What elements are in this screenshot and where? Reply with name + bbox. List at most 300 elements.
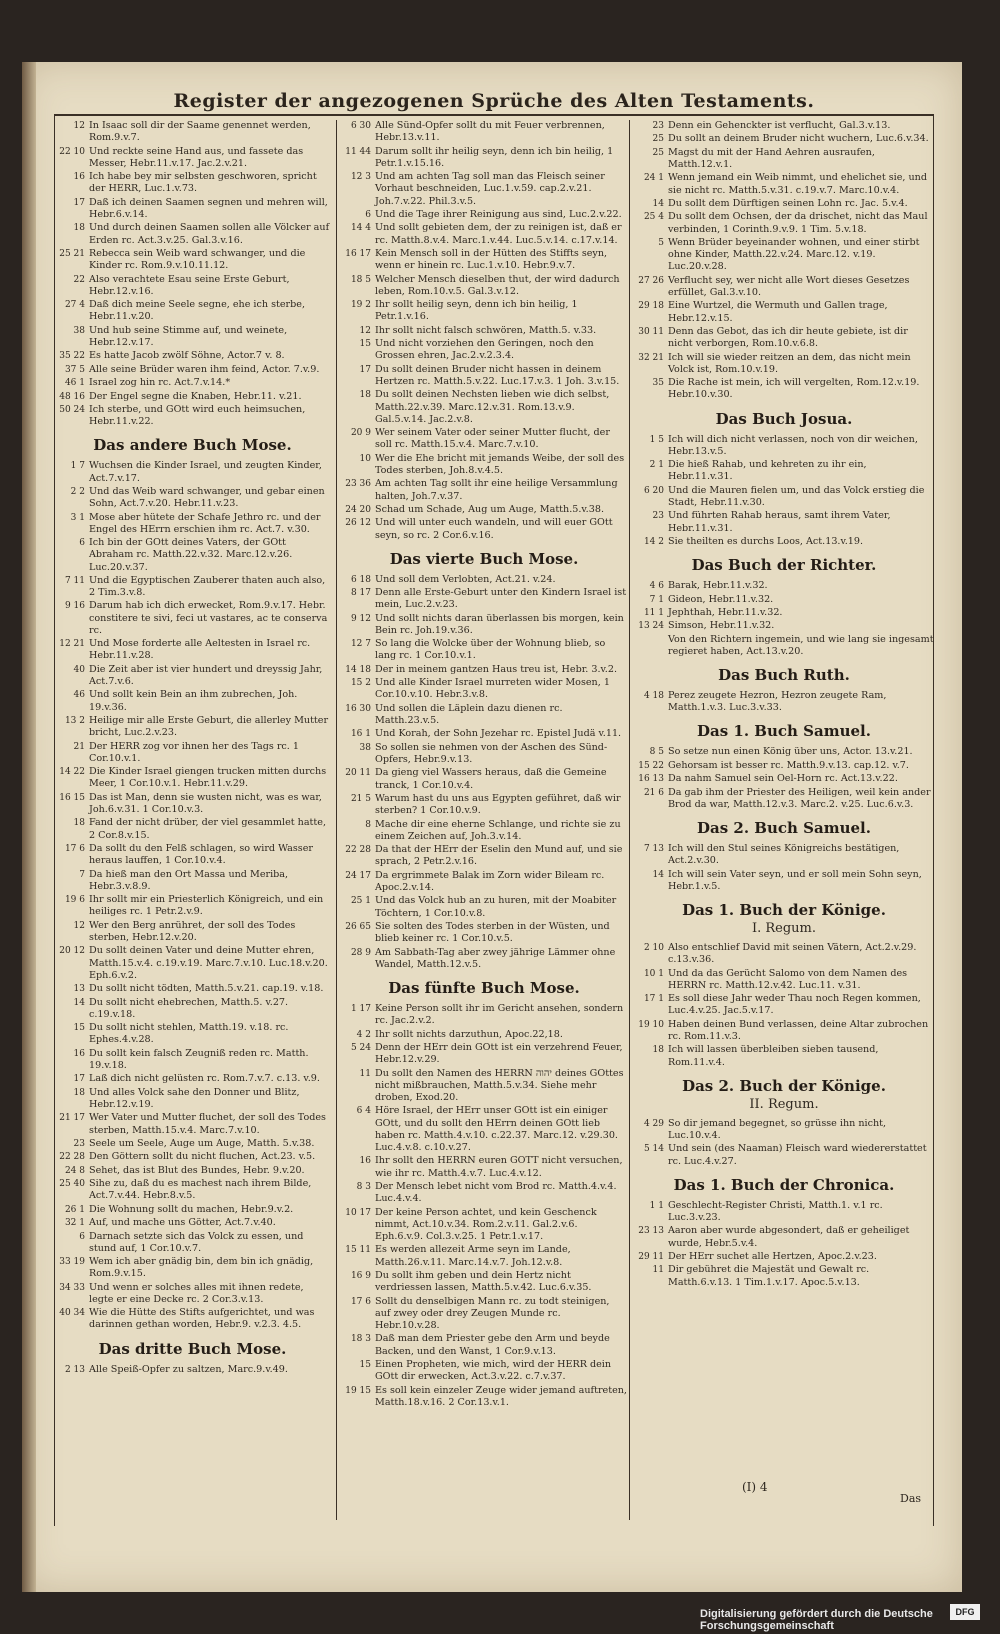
verse-text: Wer Vater und Mutter fluchet, der soll des Todes sterben, Matth.15.v.4. Marc.7.v.10. (89, 1112, 326, 1136)
verse-text: Sie solten des Todes sterben in der Wüsten, und blieb keiner rc. 1 Cor.10.v.5. (375, 921, 610, 945)
verse-text: Der HERR zog vor ihnen her des Tags rc. 1 Cor.10.v.1. (89, 740, 299, 764)
verse-number: 4 29 (643, 1118, 664, 1129)
verse-number: 3 1 (70, 512, 85, 523)
verse-number: 23 36 (345, 479, 371, 490)
verse-text: Und sein (des Naaman) Fleisch ward wiedererstattet rc. Luc.4.v.27. (668, 1143, 927, 1167)
verse-text: Und führten Rahab heraus, samt ihrem Vater, Hebr.11.v.31. (668, 510, 891, 534)
verse-number: 15 11 (345, 1245, 371, 1256)
verse-text: Und durch deinen Saamen sollen alle Völcker auf Erden rc. Act.3.v.25. Gal.3.v.16. (89, 222, 330, 246)
verse-text: Da sollt du den Felß schlagen, so wird Wasser heraus lauffen, 1 Cor.10.v.4. (89, 843, 313, 867)
verse-number: 30 11 (638, 326, 664, 337)
register-entry (634, 787, 934, 811)
register-frame (54, 90, 934, 1526)
dfg-logo: DFG (950, 1604, 980, 1620)
column-left (55, 120, 330, 1520)
register-entry (55, 197, 330, 221)
section-heading: Das 1. Buch der Chronica. (673, 1175, 895, 1194)
verse-number: 8 5 (649, 747, 664, 758)
register-entry (341, 171, 627, 208)
verse-number: 35 22 (59, 351, 85, 362)
verse-number: 19 2 (350, 300, 371, 311)
register-entry (55, 638, 330, 662)
register-entry (341, 870, 627, 894)
verse-number: 25 (652, 134, 664, 145)
register-entry (634, 1251, 934, 1263)
register-entry (55, 945, 330, 982)
verse-text: Und die Tage ihrer Reinigung aus sind, Luc.2.v.22. (375, 208, 622, 220)
verse-number: 32 21 (638, 352, 664, 363)
verse-text: Wer die Ehe bricht mit jemands Weibe, der soll des Todes sterben, Joh.8.v.4.5. (375, 452, 625, 476)
verse-number: 23 (73, 1138, 85, 1149)
register-entry (55, 146, 330, 170)
verse-text: Das ist Man, denn sie wusten nicht, was es war, Joh.6.v.31. 1 Cor.10.v.3. (89, 791, 322, 816)
verse-text: Verflucht sey, wer nicht alle Wort dieses Gesetzes erfüllet, Gal.3.v.10. (668, 274, 910, 298)
verse-number: 18 3 (350, 1334, 371, 1345)
verse-number: 6 (365, 209, 371, 220)
verse-text: Wuchsen die Kinder Israel, und zeugten Kinder, Act.7.v.17. (89, 460, 322, 484)
register-entry (55, 766, 330, 790)
register-entry (55, 1151, 330, 1163)
verse-text: Du sollt nicht tödten, Matth.5.v.21. cap.19. v.18. (89, 983, 324, 995)
verse-text: Wenn Brüder beyeinander wohnen, und einer stirbt ohne Kinder, Matth.22.v.24. Marc.12. v.19. Luc.20.v.28. (668, 236, 920, 273)
register-entry (634, 869, 934, 893)
verse-number: 25 (652, 147, 664, 158)
verse-text: Laß dich nicht gelüsten rc. Rom.7.v.7. c.13. v.9. (89, 1073, 320, 1085)
verse-text: Wie die Hütte des Stifts aufgerichtet, und was darinnen gethan worden, Hebr.9. v.2.3. 4.5. (89, 1307, 315, 1331)
register-entry (341, 1333, 627, 1357)
verse-text: Du sollt kein falsch Zeugniß reden rc. Matth. 19.v.18. (89, 1047, 309, 1071)
register-entry (55, 1073, 330, 1085)
register-entry (634, 1044, 934, 1068)
register-entry (634, 594, 934, 606)
verse-number: 14 4 (350, 223, 371, 234)
verse-text: Jephthah, Hebr.11.v.32. (668, 606, 783, 618)
register-entry (341, 1244, 627, 1268)
verse-number: 1 7 (70, 461, 85, 472)
register-entry (341, 664, 627, 676)
verse-number: 17 6 (64, 844, 85, 855)
verse-text: So setze nun einen König über uns, Actor. 13.v.21. (668, 746, 913, 758)
verse-number: 10 (359, 453, 371, 464)
verse-text: Denn der HErr dein GOtt ist ein verzehrend Feuer, Hebr.12.v.29. (375, 1041, 623, 1066)
verse-number: 20 12 (59, 946, 85, 957)
verse-text: Der Engel segne die Knaben, Hebr.11. v.21. (89, 390, 302, 402)
verse-number: 7 11 (64, 575, 85, 586)
register-entry (341, 389, 627, 426)
verse-text: Da nahm Samuel sein Oel-Horn rc. Act.13.v.22. (668, 773, 898, 785)
verse-number: 16 17 (345, 248, 371, 259)
register-entry (341, 638, 627, 662)
verse-number: 17 (73, 1074, 85, 1085)
register-entry (634, 377, 934, 401)
verse-text: Gehorsam ist besser rc. Matth.9.v.13. cap.12. v.7. (668, 759, 909, 771)
register-entry (55, 1231, 330, 1255)
verse-number: 5 14 (643, 1144, 664, 1155)
register-entry (634, 760, 934, 772)
register-entry (55, 1165, 330, 1177)
verse-number: 23 (652, 121, 664, 131)
register-entry (341, 767, 627, 791)
register-entry (55, 600, 330, 637)
verse-number: 21 (73, 741, 85, 752)
verse-text: Und das Weib ward schwanger, und gebar einen Sohn, Act.7.v.20. Hebr.11.v.23. (89, 485, 325, 510)
verse-text: Ich bin der GOtt deines Vaters, der GOtt Abraham rc. Matth.22.v.32. Marc.12.v.26. Luc.20.v.37. (89, 537, 293, 573)
register-entry (634, 434, 934, 458)
verse-number: 27 4 (64, 300, 85, 311)
verse-number: 25 4 (643, 212, 664, 223)
verse-text: Ich sterbe, und GOtt wird euch heimsuchen, Hebr.11.v.22. (89, 403, 306, 428)
verse-number: 18 5 (350, 274, 371, 285)
verse-number: 6 18 (350, 574, 371, 585)
verse-text: Die Rache ist mein, ich will vergelten, Rom.12.v.19. Hebr.10.v.30. (668, 377, 920, 401)
verse-number: 15 (73, 1023, 85, 1034)
verse-number: 22 28 (345, 845, 371, 856)
register-entry (55, 248, 330, 272)
register-entry (634, 459, 934, 483)
verse-text: Und Mose forderte alle Aeltesten in Israel rc. Hebr.11.v.28. (89, 638, 311, 662)
verse-number: 12 21 (59, 639, 85, 650)
verse-text: Haben deinen Bund verlassen, deine Altar zubrochen rc. Rom.11.v.3. (668, 1018, 929, 1043)
verse-text: Eine Wurtzel, die Wermuth und Gallen trage, Hebr.12.v.15. (668, 300, 888, 324)
register-entry (55, 1022, 330, 1046)
verse-text: Ich will lassen überbleiben sieben tausend, Rom.11.v.4. (668, 1044, 879, 1068)
verse-number: 46 1 (64, 378, 85, 389)
verse-text: Es soll diese Jahr weder Thau noch Regen kommen, Luc.4.v.25. Jac.5.v.17. (668, 993, 921, 1017)
verse-number: 4 18 (643, 691, 664, 702)
verse-text: So sollen sie nehmen von der Aschen des Sünd-Opfers, Hebr.9.v.13. (375, 741, 608, 766)
verse-number: 15 (359, 1359, 371, 1370)
verse-text: Der Mensch lebet nicht vom Brod rc. Matth.4.v.4. Luc.4.v.4. (375, 1180, 617, 1205)
verse-number: 26 65 (345, 922, 371, 932)
verse-number: 18 (652, 1045, 664, 1056)
verse-number: 13 24 (638, 621, 664, 632)
verse-text: Du sollt deinen Nechsten lieben wie dich selbst, Matth.22.v.39. Marc.12.v.31. Rom.13.v.9. Gal.5.v.14. Jac.2.v.8. (375, 389, 610, 425)
register-entry (55, 120, 330, 144)
register-entry (341, 146, 627, 170)
register-entry (341, 209, 627, 221)
section-heading: Das dritte Buch Mose. (98, 1339, 287, 1358)
verse-text: Und alles Volck sahe den Donner und Blitz, Hebr.12.v.19. (89, 1086, 300, 1110)
register-entry (341, 587, 627, 611)
register-entry (634, 147, 934, 171)
verse-number: 11 (359, 1068, 371, 1079)
verse-number: 7 1 (649, 594, 664, 605)
verse-number: 22 10 (59, 146, 85, 157)
verse-text: Du sollt deinen Bruder nicht hassen in deinem Hertzen rc. Matth.5.v.22. Luc.17.v.3. 1 Joh. 3.v.15. (375, 363, 620, 387)
verse-number: 11 44 (345, 146, 371, 157)
verse-number: 8 17 (350, 588, 371, 599)
verse-number: 13 2 (64, 716, 85, 727)
verse-text: Sehet, das ist Blut des Bundes, Hebr. 9.v.20. (89, 1164, 305, 1176)
register-entry (55, 689, 330, 713)
section-heading: Das fünfte Buch Mose. (388, 979, 580, 997)
register-entry (341, 1003, 627, 1027)
register-entry (55, 325, 330, 349)
verse-number: 6 30 (350, 121, 371, 131)
verse-number: 16 13 (638, 774, 664, 785)
verse-number: 17 6 (350, 1296, 371, 1307)
page-gutter (22, 62, 36, 1592)
verse-text: Sihe zu, daß du es machest nach ihrem Bilde, Act.7.v.44. Hebr.8.v.5. (89, 1178, 312, 1202)
verse-number: 2 2 (70, 486, 85, 497)
register-entry (55, 1282, 330, 1306)
register-entry (341, 325, 627, 337)
verse-text: Schad um Schade, Aug um Auge, Matth.5.v.38. (375, 503, 604, 515)
register-entry (634, 172, 934, 196)
verse-text: Ihr sollt heilig seyn, denn ich bin heilig, 1 Petr.1.v.16. (375, 299, 578, 323)
verse-text: Kein Mensch soll in der Hütten des Stiffts seyn, wenn er hinein rc. Luc.1.v.10. Hebr.9.v.7. (375, 247, 608, 272)
verse-text: Der keine Person achtet, und kein Geschenck nimmt, Act.10.v.34. Rom.2.v.11. Gal.2.v.6. Eph.6.v.9. Col.3.v.25. 1 Petr.1.v.17. (375, 1206, 597, 1242)
register-entry (55, 1087, 330, 1111)
register-entry (634, 942, 934, 966)
register-entry (634, 275, 934, 299)
verse-number: 18 (359, 390, 371, 401)
verse-text: Und will unter euch wandeln, und will euer GOtt seyn, so rc. 2 Cor.6.v.16. (375, 517, 613, 541)
verse-text: Ihr sollt nichts darzuthun, Apoc.22,18. (375, 1028, 563, 1040)
register-entry (55, 1217, 330, 1229)
verse-number: 24 1 (643, 173, 664, 184)
verse-number: 20 11 (345, 768, 371, 779)
verse-number: 22 (73, 274, 85, 285)
page-title: Register der angezogenen Sprüche des Alten Testaments. (173, 90, 815, 112)
catchword: Das (900, 1492, 922, 1505)
register-entry (634, 746, 934, 758)
verse-text: Dir gebühret die Majestät und Gewalt rc. Matth.6.v.13. 1 Tim.1.v.17. Apoc.5.v.13. (668, 1264, 870, 1288)
register-entry (341, 453, 627, 477)
register-entry (55, 377, 330, 389)
verse-number: 21 5 (350, 794, 371, 805)
register-entry (55, 460, 330, 484)
verse-text: Du sollt an deinem Bruder nicht wuchern, Luc.6.v.34. (668, 133, 929, 145)
register-entry (341, 728, 627, 740)
verse-number: 16 (73, 1048, 85, 1059)
register-entry (634, 211, 934, 235)
register-entry (55, 1307, 330, 1331)
verse-number: 9 16 (64, 601, 85, 612)
verse-text: Darnach setzte sich das Volck zu essen, und stund auf, 1 Cor.10.v.7. (89, 1230, 304, 1254)
verse-text: Der HErr suchet alle Hertzen, Apoc.2.v.23. (668, 1251, 877, 1263)
verse-number: 21 17 (59, 1113, 85, 1124)
verse-text: Ich will sie wieder reitzen an dem, das nicht mein Volck ist, Rom.10.v.19. (668, 351, 911, 375)
section-subheading: I. Regum. (751, 921, 817, 937)
verse-number: 29 11 (638, 1252, 664, 1263)
verse-text: Die Zeit aber ist vier hundert und dreyssig Jahr, Act.7.v.6. (89, 663, 323, 688)
verse-number: 24 8 (64, 1165, 85, 1176)
register-entry (341, 613, 627, 637)
section-heading: Das 1. Buch Samuel. (697, 722, 871, 741)
register-entry (341, 274, 627, 298)
verse-text: Und sollt kein Bein an ihm zubrechen, Joh. 19.v.36. (89, 689, 298, 713)
verse-number: 38 (359, 742, 371, 753)
verse-number (634, 634, 668, 658)
register-entry (634, 1019, 934, 1043)
section-heading: Das Buch Ruth. (718, 666, 850, 685)
verse-number: 6 (79, 538, 85, 549)
register-entry (341, 1029, 627, 1041)
register-entry (341, 1155, 627, 1179)
verse-text: Da that der HErr der Eselin den Mund auf, und sie sprach, 2 Petr.2.v.16. (375, 844, 623, 868)
verse-text: Alle Speiß-Opfer zu saltzen, Marc.9.v.49. (89, 1363, 288, 1375)
verse-text: Alle Sünd-Opfer sollt du mit Feuer verbrennen, Hebr.13.v.11. (375, 120, 605, 144)
verse-text: Magst du mit der Hand Aehren ausraufen, Matth.12.v.1. (668, 146, 875, 170)
verse-number: 15 (359, 339, 371, 350)
verse-number: 5 (658, 237, 664, 248)
verse-number: 14 2 (643, 536, 664, 547)
verse-number: 35 (652, 378, 664, 389)
verse-text: Höre Israel, der HErr unser GOtt ist ein einiger GOtt, und du sollt den HErrn deinen GOtt lieb haben rc. Matth.4.v.10. c.22.37. Marc.12. v.29.30. Luc.4.v.8. c.10.v.27. (375, 1105, 618, 1153)
verse-text: Rebecca sein Weib ward schwanger, und die Kinder rc. Rom.9.v.10.11.12. (89, 247, 306, 272)
register-entry (55, 486, 330, 510)
register-entry (634, 300, 934, 324)
register-entry (341, 921, 627, 945)
section-heading: Das andere Buch Mose. (93, 436, 292, 455)
verse-text: Am achten Tag sollt ihr eine heilige Versammlung halten, Joh.7.v.37. (375, 478, 618, 502)
section-heading: Das 1. Buch der Könige. (682, 901, 886, 920)
register-entry (341, 364, 627, 388)
verse-text: Und sollt gebieten dem, der zu reinigen ist, daß er rc. Matth.8.v.4. Marc.1.v.44. Luc.5.v.14. c.17.v.14. (375, 222, 622, 246)
verse-text: Wer den Berg anrühret, der soll des Todes sterben, Hebr.12.v.20. (89, 919, 296, 944)
book-page (22, 62, 962, 1592)
verse-text: Sollt du denselbigen Mann rc. zu todt steinigen, auf zwey oder drey Zeugen Munde rc. Hebr.10.v.28. (375, 1295, 610, 1331)
verse-text: Ich will sein Vater seyn, und er soll mein Sohn seyn, Hebr.1.v.5. (668, 868, 922, 892)
verse-text: Ihr sollt den HERRN euren GOTT nicht versuchen, wie ihr rc. Matth.4.v.7. Luc.4.v.12. (375, 1155, 623, 1179)
verse-number: 17 (359, 364, 371, 375)
verse-text: Simson, Hebr.11.v.32. (668, 620, 775, 632)
verse-number: 38 (73, 325, 85, 336)
verse-number: 25 40 (59, 1179, 85, 1190)
verse-text: Die hieß Rahab, und kehreten zu ihr ein, Hebr.11.v.31. (668, 459, 867, 483)
verse-number: 17 (73, 197, 85, 208)
verse-text: Du sollt dem Ochsen, der da drischet, nicht das Maul verbinden, 1 Corinth.9.v.9. 1 Tim. 5.v.18. (668, 211, 928, 235)
verse-number: 22 28 (59, 1152, 85, 1163)
verse-number: 16 1 (350, 729, 371, 740)
register-entry (341, 742, 627, 766)
register-entry (634, 690, 934, 714)
verse-number: 20 9 (350, 428, 371, 439)
register-entry (55, 1204, 330, 1216)
register-entry (55, 575, 330, 599)
verse-text: In Isaac soll dir der Saame genennet werden, Rom.9.v.7. (89, 120, 311, 144)
verse-number: 10 1 (643, 968, 664, 979)
verse-text: Also entschlief David mit seinen Vätern, Act.2.v.29. c.13.v.36. (668, 942, 917, 966)
verse-text: Denn alle Erste-Geburt unter den Kindern Israel ist mein, Luc.2.v.23. (375, 587, 627, 611)
verse-number: 16 (359, 1156, 371, 1167)
register-entry (55, 1048, 330, 1072)
verse-text: Es soll kein einzeler Zeuge wider jemand auftreten, Matth.18.v.16. 2 Cor.13.v.1. (375, 1384, 627, 1408)
register-entry (634, 133, 934, 145)
verse-number: 18 (73, 223, 85, 234)
verse-number: 9 12 (350, 613, 371, 624)
verse-number: 18 (73, 1087, 85, 1098)
verse-text: Daß man dem Priester gebe den Arm und beyde Backen, und den Wanst, 1 Cor.9.v.13. (375, 1333, 610, 1357)
register-entry (341, 819, 627, 843)
register-entry (341, 427, 627, 451)
verse-text: Und sollt nichts daran überlassen bis morgen, kein Bein rc. Joh.19.v.36. (375, 612, 624, 636)
verse-text: Von den Richtern ingemein, und wie lang sie ingesamt regieret haben, Act.13.v.20. (668, 633, 934, 657)
section-subheading: II. Regum. (749, 1096, 819, 1112)
verse-number: 4 2 (356, 1029, 371, 1040)
verse-number: 8 3 (356, 1181, 371, 1192)
register-entry (634, 607, 934, 619)
register-entry (55, 664, 330, 688)
verse-text: Warum hast du uns aus Egypten geführet, daß wir sterben? 1 Cor.10.v.9. (375, 793, 621, 817)
verse-text: Da gab ihm der Priester des Heiligen, weil kein ander Brod da war, Matth.12.v.3. Marc.2. v.25. Luc.6.v.3. (668, 786, 931, 810)
section-heading: Das Buch der Richter. (691, 556, 877, 575)
register-entry (341, 1207, 627, 1244)
verse-text: Perez zeugete Hezron, Hezron zeugete Ram, Matth.1.v.3. Luc.3.v.33. (668, 690, 887, 714)
register-entry (341, 299, 627, 323)
register-entry (634, 510, 934, 534)
register-entry (341, 947, 627, 971)
verse-number: 25 1 (350, 896, 371, 907)
verse-number: 19 15 (345, 1385, 371, 1396)
verse-text: Daß dich meine Seele segne, ehe ich sterbe, Hebr.11.v.20. (89, 299, 306, 323)
verse-text: Aaron aber wurde abgesondert, daß er geheiliget wurde, Hebr.5.v.4. (668, 1225, 910, 1249)
verse-number: 6 (79, 1231, 85, 1242)
verse-text: So lang die Wolcke über der Wohnung blieb, so lang rc. 1 Cor.10.v.1. (375, 638, 606, 662)
verse-text: Und das Volck hub an zu huren, mit der Moabiter Töchtern, 1 Cor.10.v.8. (375, 895, 617, 919)
verse-number: 1 1 (649, 1200, 664, 1211)
register-entry (634, 237, 934, 274)
verse-number: 1 5 (649, 434, 664, 445)
register-entry (341, 1270, 627, 1294)
verse-number: 16 30 (345, 703, 371, 714)
register-entry (55, 364, 330, 376)
verse-text: Die Kinder Israel giengen trucken mitten durchs Meer, 1 Cor.10.v.1. Hebr.11.v.29. (89, 766, 327, 790)
verse-text: Und reckte seine Hand aus, und fassete das Messer, Hebr.11.v.17. Jac.2.v.21. (89, 145, 304, 169)
verse-number: 23 13 (638, 1226, 664, 1237)
verse-number: 1 17 (350, 1004, 371, 1014)
verse-number: 16 9 (350, 1270, 371, 1281)
register-entry (341, 895, 627, 919)
verse-number: 17 1 (643, 994, 664, 1005)
section-heading: Das vierte Buch Mose. (389, 549, 579, 568)
verse-text: Seele um Seele, Auge um Auge, Matth. 5.v.38. (89, 1137, 315, 1149)
verse-number: 11 (652, 1265, 664, 1276)
register-entry (341, 1359, 627, 1383)
verse-number: 14 (652, 869, 664, 880)
register-entry (634, 352, 934, 376)
register-entry (634, 580, 934, 592)
verse-number: 7 13 (643, 844, 664, 855)
verse-text: Du sollt ihm geben und dein Hertz nicht verdriessen lassen, Matth.5.v.42. Luc.6.v.35. (375, 1269, 592, 1294)
register-entry (55, 869, 330, 893)
verse-text: Welcher Mensch dieselben thut, der wird dadurch leben, Rom.10.v.5. Gal.3.v.12. (375, 273, 620, 297)
verse-text: Da hieß man den Ort Massa und Meriba, Hebr.3.v.8.9. (89, 868, 289, 892)
register-entry (341, 338, 627, 362)
verse-number: 23 (652, 511, 664, 522)
verse-number: 26 1 (64, 1204, 85, 1215)
verse-number: 26 12 (345, 518, 371, 529)
verse-text: Ich will dich nicht verlassen, noch von dir weichen, Hebr.13.v.5. (668, 433, 918, 457)
register-entry (55, 1178, 330, 1202)
verse-number: 29 18 (638, 301, 664, 312)
verse-number: 12 (359, 325, 371, 336)
register-entry (634, 198, 934, 210)
verse-text: Den Göttern sollt du nicht fluchen, Act.23. v.5. (89, 1151, 316, 1163)
verse-number: 40 34 (59, 1308, 85, 1319)
verse-text: Wer seinem Vater oder seiner Mutter flucht, der soll rc. Matth.15.v.4. Marc.7.v.10. (375, 427, 610, 451)
register-entry (55, 1256, 330, 1280)
register-entry (634, 536, 934, 548)
verse-number: 14 (652, 198, 664, 209)
register-entry (55, 222, 330, 246)
register-entry (341, 1296, 627, 1333)
register-entry (55, 512, 330, 536)
register-entry (341, 703, 627, 727)
verse-number: 33 19 (59, 1257, 85, 1268)
verse-text: Darum sollt ihr heilig seyn, denn ich bin heilig, 1 Petr.1.v.15.16. (375, 145, 614, 169)
